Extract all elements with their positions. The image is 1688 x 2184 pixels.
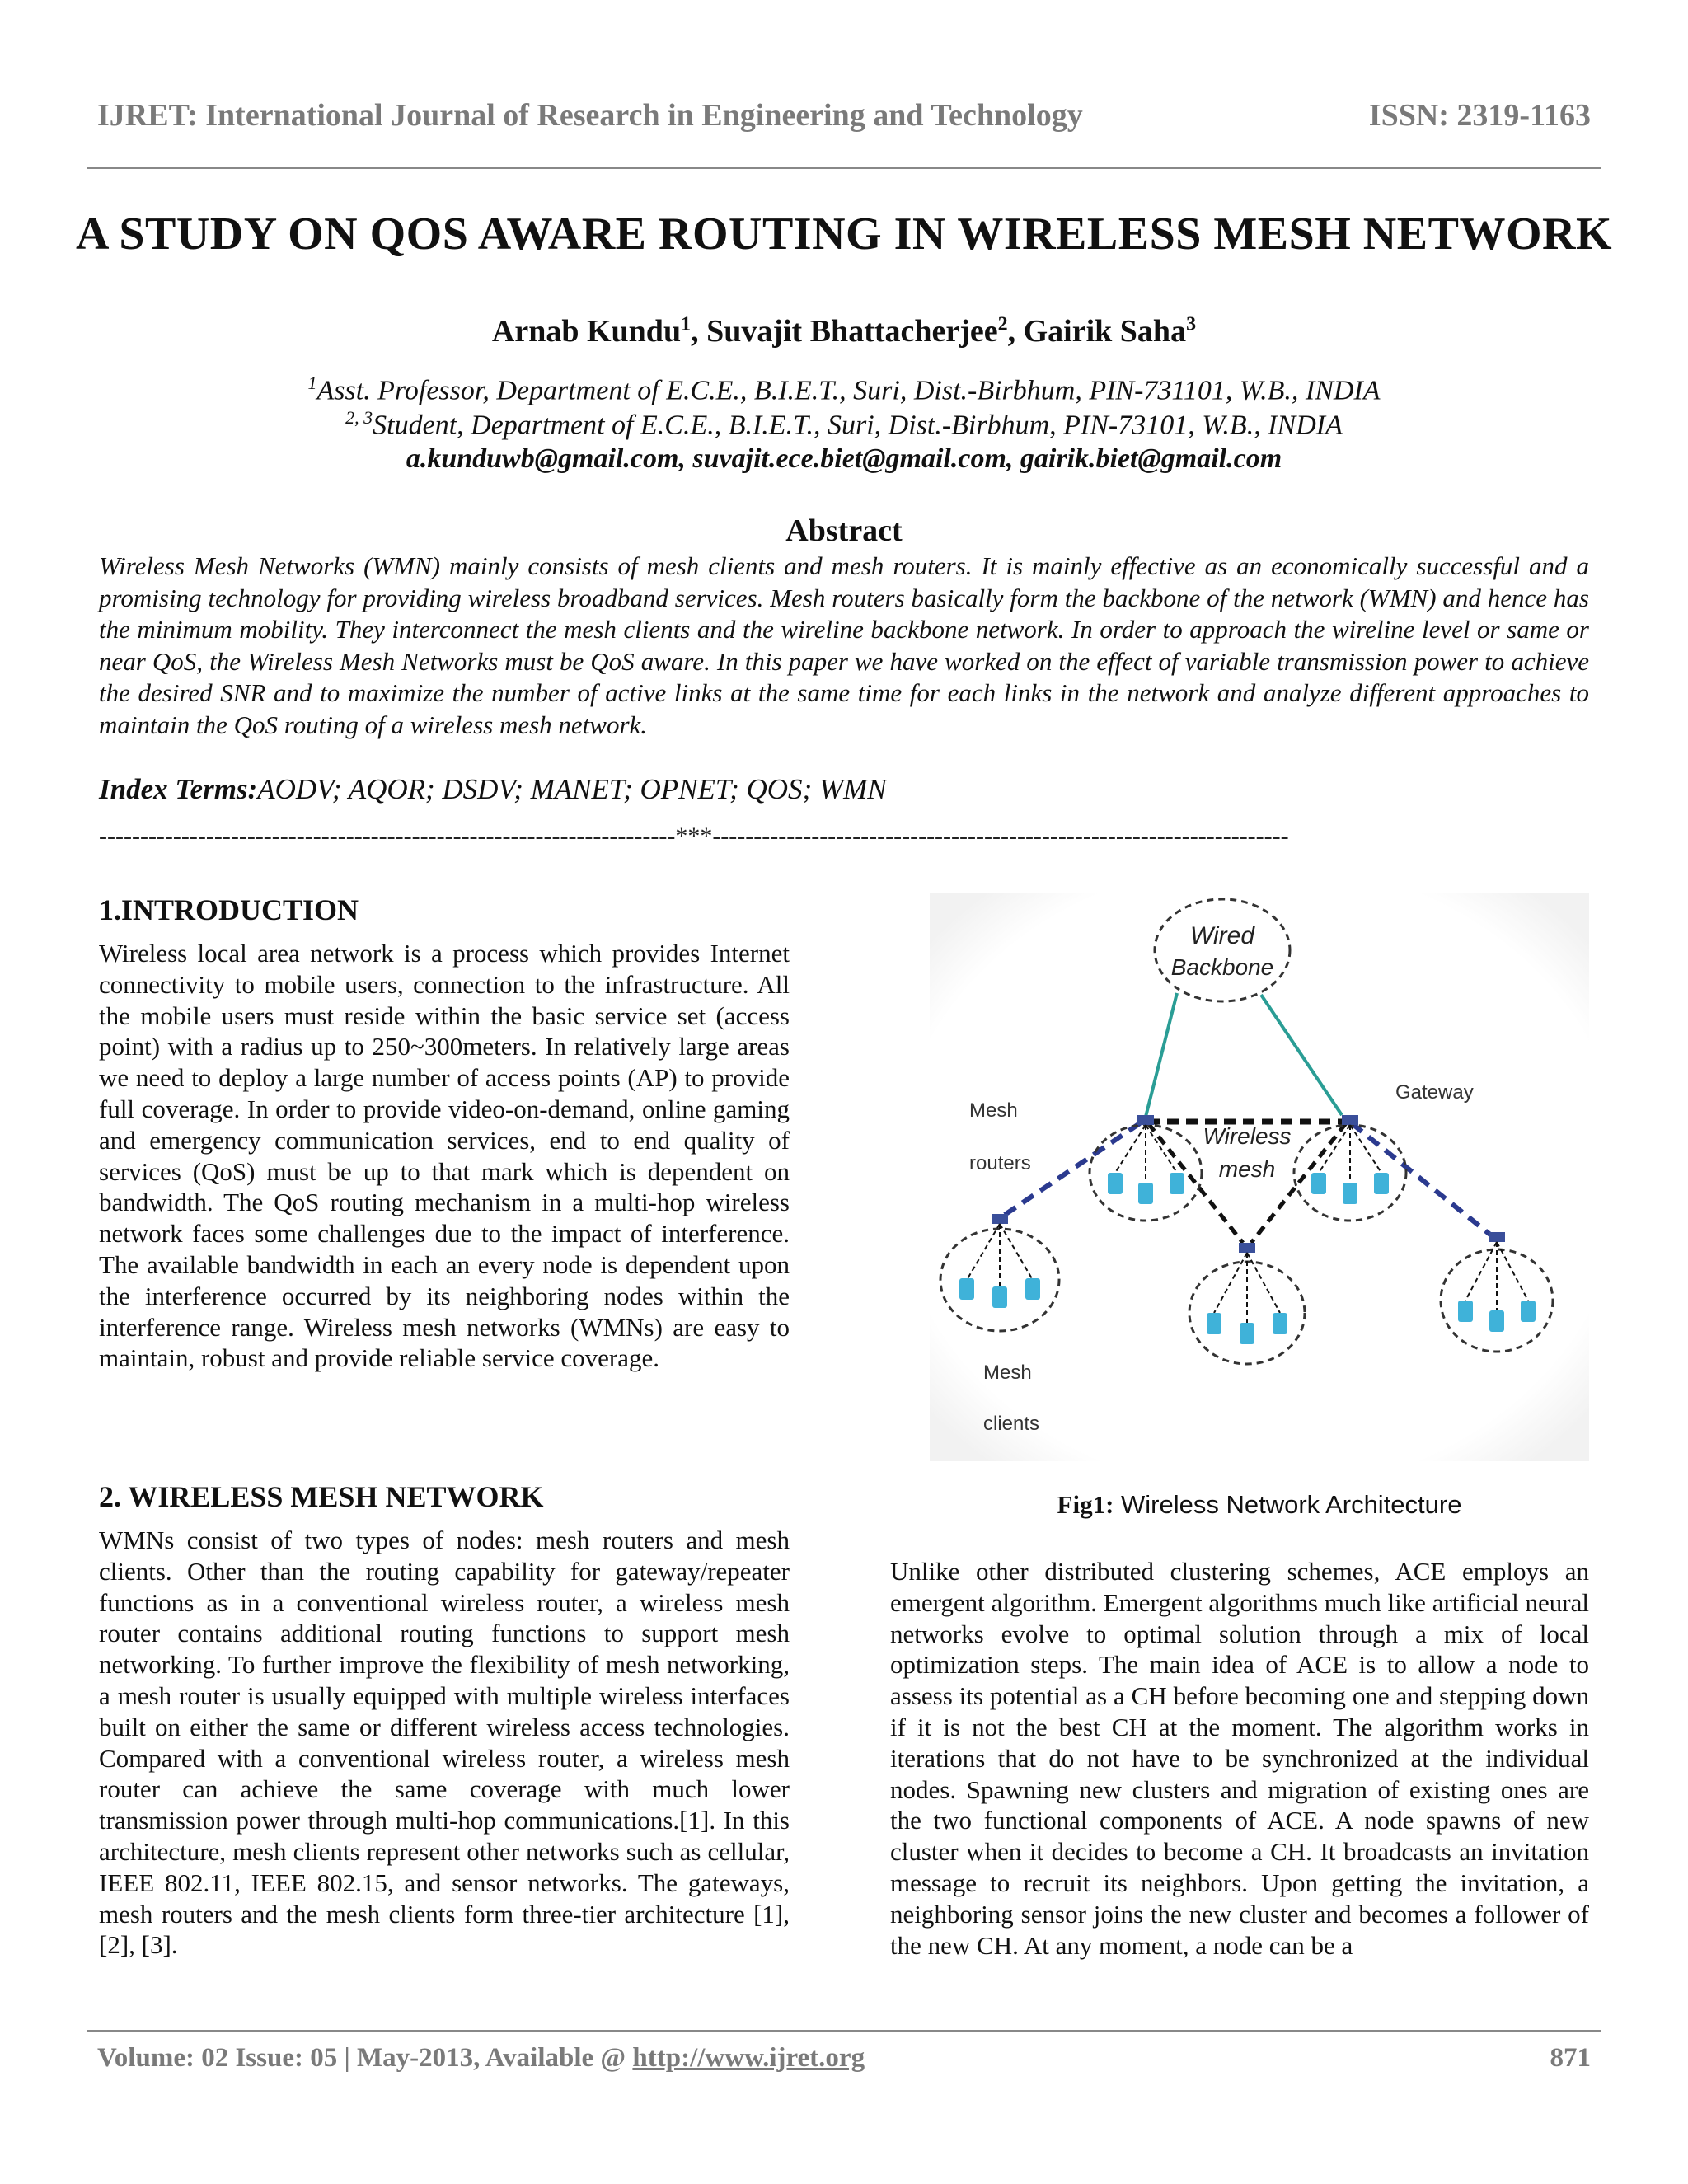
author-sup: 3 — [1186, 313, 1197, 335]
header-rule — [87, 167, 1601, 169]
affiliation-sup: 1 — [307, 373, 317, 393]
router-icon — [1137, 1115, 1154, 1125]
index-terms — [99, 773, 887, 806]
wmn-text: WMNs consist of two types of nodes: mesh routers and mesh clients. Other than the routing capability for gateway/repeater functions as in a conventional wireless router, a wireless mesh router contains additional routing functions to support mesh networking. To further improve the flexibility of mesh networking, a mesh router is usually equipped with multiple wireless interfaces built on either the same or different wireless access technologies. Compared with a conventional wireless router, a wireless mesh router can achieve the same coverage with much lower transmission power through multi-hop communications.[1]. In this architecture, mesh clients represent other networks such as cellular, IEEE 802.11, IEEE 802.15, and sensor networks. The gateways, mesh routers and the mesh clients form three-tier architecture [1], [2], [3]. — [99, 1526, 790, 1960]
section-divider: ----------------------------------------------------------------------***---------------------------------------------------------------------- — [99, 823, 1289, 850]
affiliation-text: Asst. Professor, Department of E.C.E., B.I.E.T., Suri, Dist.-Birbhum, PIN-731101, W.B., INDIA — [316, 375, 1381, 406]
author-separator: , — [691, 314, 707, 349]
figure-caption-label: Fig1: — [1057, 1490, 1114, 1519]
label-mesh-clients-line2: clients — [983, 1413, 1040, 1435]
journal-name: IJRET: International Journal of Research in Engineering and Technology — [97, 98, 1083, 133]
client-device-icon — [1311, 1173, 1326, 1194]
figure-caption-text: Wireless Network Architecture — [1114, 1490, 1462, 1519]
label-wireless: Wireless — [1203, 1123, 1292, 1149]
author-list — [0, 313, 1688, 349]
running-footer — [97, 2043, 1591, 2074]
label-backbone: Backbone — [1170, 954, 1274, 980]
client-device-icon — [992, 1286, 1007, 1308]
client-device-icon — [1138, 1183, 1153, 1204]
client-device-icon — [1374, 1173, 1389, 1194]
client-device-icon — [1170, 1173, 1184, 1194]
footer-volume — [97, 2043, 865, 2074]
footer-rule — [87, 2030, 1601, 2032]
router-icon — [992, 1214, 1008, 1224]
right-column-text: Unlike other distributed clustering schemes, ACE employs an emergent algorithm. Emergent algorithms much like artificial neural networks evolve to optimal solution through a mix of local optimization steps. The main idea of ACE is to allow a node to assess its potential as a CH before becoming one and stepping down if it is not the best CH at the moment. The algorithm works in iterations that do not have to be synchronized at the individual nodes. Spawning new clusters and migration of existing ones are the two functional components of ACE. A node spawns of new cluster when it decides to become a CH. It broadcasts an invitation message to recruit its neighbors. Upon getting the invitation, a neighboring sensor joins the new cluster and becomes a follower of the new CH. At any moment, a node can be a — [890, 1557, 1589, 1960]
client-device-icon — [1025, 1278, 1040, 1300]
label-mesh-routers-line2: routers — [969, 1152, 1031, 1174]
index-terms-text: AODV; AQOR; DSDV; MANET; OPNET; QOS; WMN — [257, 773, 887, 805]
client-device-icon — [1207, 1313, 1221, 1334]
figure-wireless-network-architecture — [930, 893, 1589, 1461]
author-name: Arnab Kundu — [491, 314, 682, 349]
client-device-icon — [1458, 1301, 1473, 1322]
label-wired: Wired — [1189, 922, 1255, 949]
client-device-icon — [1240, 1323, 1254, 1344]
author-name: Suvajit Bhattacherjee — [706, 314, 998, 349]
abstract-text: Wireless Mesh Networks (WMN) mainly consists of mesh clients and mesh routers. It is mainly effective as an economically successful and a promising technology for providing wireless broadband services. Mesh routers basically form the backbone of the network (WMN) and hence has the minimum mobility. They interconnect the mesh clients and the wireline backbone network. In order to approach the wireline level or same or near QoS, the Wireless Mesh Networks must be QoS aware. In this paper we have worked on the effect of variable transmission power to achieve the desired SNR and to maximize the number of active links at the same time for each links in the network and analyze different approaches to maintain the QoS routing of a wireless mesh network. — [99, 551, 1589, 739]
label-mesh-routers-line1: Mesh — [969, 1099, 1018, 1122]
author-sup: 2 — [997, 313, 1008, 335]
client-device-icon — [1521, 1301, 1536, 1322]
router-icon — [1239, 1243, 1255, 1253]
router-icon — [1489, 1232, 1505, 1242]
label-gateway: Gateway — [1395, 1081, 1474, 1104]
client-device-icon — [1108, 1173, 1123, 1194]
issn: ISSN: 2319-1163 — [1368, 98, 1591, 133]
client-device-icon — [1273, 1313, 1287, 1334]
journal-link[interactable]: http://www.ijret.org — [632, 2043, 865, 2073]
affiliation-2 — [0, 407, 1688, 441]
label-mesh: mesh — [1218, 1156, 1276, 1182]
author-separator: , — [1007, 314, 1024, 349]
affiliation-text: Student, Department of E.C.E., B.I.E.T., Suri, Dist.-Birbhum, PIN-73101, W.B., INDIA — [373, 410, 1343, 441]
author-emails: a.kunduwb@gmail.com, suvajit.ece.biet@gmail.com, gairik.biet@gmail.com — [406, 443, 1282, 474]
label-mesh-clients-line1: Mesh — [983, 1361, 1032, 1384]
section-heading-introduction: 1.INTRODUCTION — [99, 893, 359, 926]
abstract-heading: Abstract — [785, 513, 903, 548]
gateway-router-icon — [1342, 1115, 1358, 1125]
introduction-text: Wireless local area network is a process which provides Internet connectivity to mobile users, connection to the infrastructure. All the mobile users must reside within the basic service set (access point) with a radius up to 250~300meters. In relatively large areas we need to deploy a large number of access points (AP) to provide full coverage. In order to provide video-on-demand, online gaming and emergency communication services, end to end quality of services (QoS) must be up to that mark which is dependent on bandwidth. The QoS routing mechanism in a multi-hop wireless network faces some challenges due to the impact of interference. The available bandwidth in each an every node is dependent upon the interference occurred by its neighboring nodes within the interference range. Wireless mesh networks (WMNs) are easy to maintain, robust and provide reliable service coverage. — [99, 939, 790, 1373]
paper-title: A STUDY ON QOS AWARE ROUTING IN WIRELESS MESH NETWORK — [75, 209, 1613, 260]
author-sup: 1 — [681, 313, 692, 335]
client-device-icon — [959, 1278, 974, 1300]
client-device-icon — [1343, 1183, 1357, 1204]
affiliation-1 — [0, 373, 1688, 406]
running-header — [97, 97, 1591, 134]
index-terms-label: Index Terms: — [99, 773, 258, 805]
section-heading-wmn: 2. WIRELESS MESH NETWORK — [99, 1480, 544, 1513]
author-name: Gairik Saha — [1023, 314, 1187, 349]
client-device-icon — [1489, 1310, 1504, 1332]
figure-caption — [890, 1490, 1629, 1520]
page-number: 871 — [1550, 2043, 1591, 2073]
affiliation-sup: 2, 3 — [345, 407, 373, 428]
footer-volume-text: Volume: 02 Issue: 05 | May-2013, Available @ — [97, 2043, 633, 2073]
